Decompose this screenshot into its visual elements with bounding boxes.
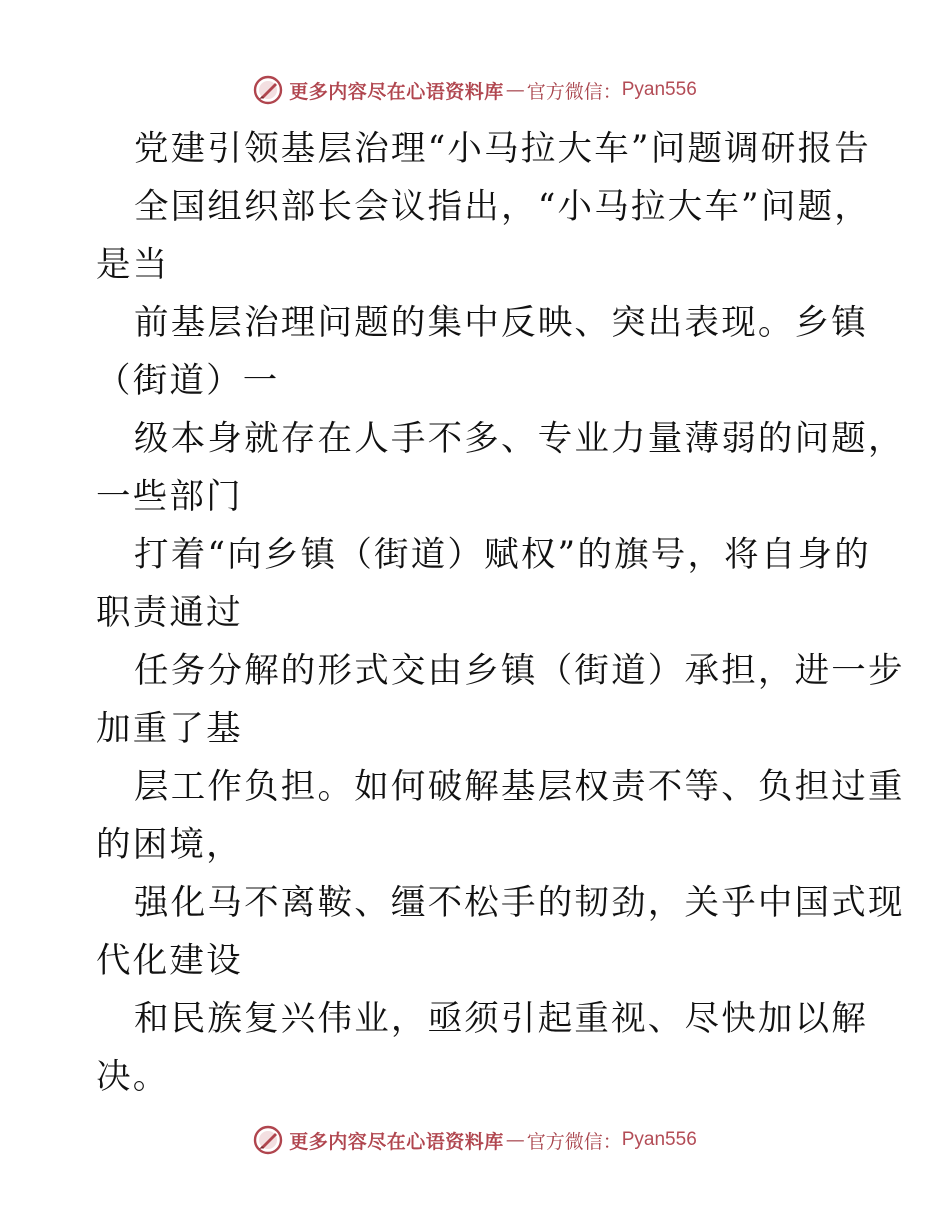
footer-dash: — xyxy=(505,1129,525,1151)
paragraph-line: 一些部门 xyxy=(96,477,243,517)
footer-banner xyxy=(0,1120,950,1160)
paragraph-line: 任务分解的形式交由乡镇（街道）承担，进一步 xyxy=(134,651,905,691)
paragraph-line: 全国组织部长会议指出，“小马拉大车”问题， xyxy=(134,187,871,227)
header-wechat-id: Pyan556 xyxy=(621,79,697,100)
footer-wechat-id: Pyan556 xyxy=(621,1129,697,1150)
header-wechat-label: 官方微信： xyxy=(526,80,622,103)
header-dash: — xyxy=(505,79,525,101)
paragraph-line: 的困境， xyxy=(96,825,243,865)
paragraph-line: 决。 xyxy=(96,1057,170,1097)
paragraph-line: 代化建设 xyxy=(96,941,243,981)
quill-pen-seal-icon xyxy=(253,75,283,105)
paragraph-line: 强化马不离鞍、缰不松手的韧劲，关乎中国式现 xyxy=(134,883,905,923)
quill-pen-seal-icon xyxy=(253,1125,283,1155)
footer-wechat-label: 官方微信： xyxy=(526,1130,622,1153)
paragraph-line: （街道）一 xyxy=(96,361,280,401)
paragraph-line: 打着“向乡镇（街道）赋权”的旗号，将自身的 xyxy=(134,535,871,575)
paragraph-line: 前基层治理问题的集中反映、突出表现。乡镇 xyxy=(134,303,868,343)
paragraph-line: 层工作负担。如何破解基层权责不等、负担过重 xyxy=(134,767,905,807)
paragraph-line: 和民族复兴伟业，亟须引起重视、尽快加以解 xyxy=(134,999,868,1039)
document-title: 党建引领基层治理“小马拉大车”问题调研报告 xyxy=(134,129,871,169)
paragraph-line: 级本身就存在人手不多、专业力量薄弱的问题， xyxy=(134,419,905,459)
paragraph-line: 是当 xyxy=(96,245,170,285)
header-banner xyxy=(0,70,950,110)
footer-brand-text: 更多内容尽在心语资料库 xyxy=(289,1130,504,1153)
header-brand-text: 更多内容尽在心语资料库 xyxy=(289,80,504,103)
paragraph-line: 职责通过 xyxy=(96,593,243,633)
paragraph-line: 加重了基 xyxy=(96,709,243,749)
